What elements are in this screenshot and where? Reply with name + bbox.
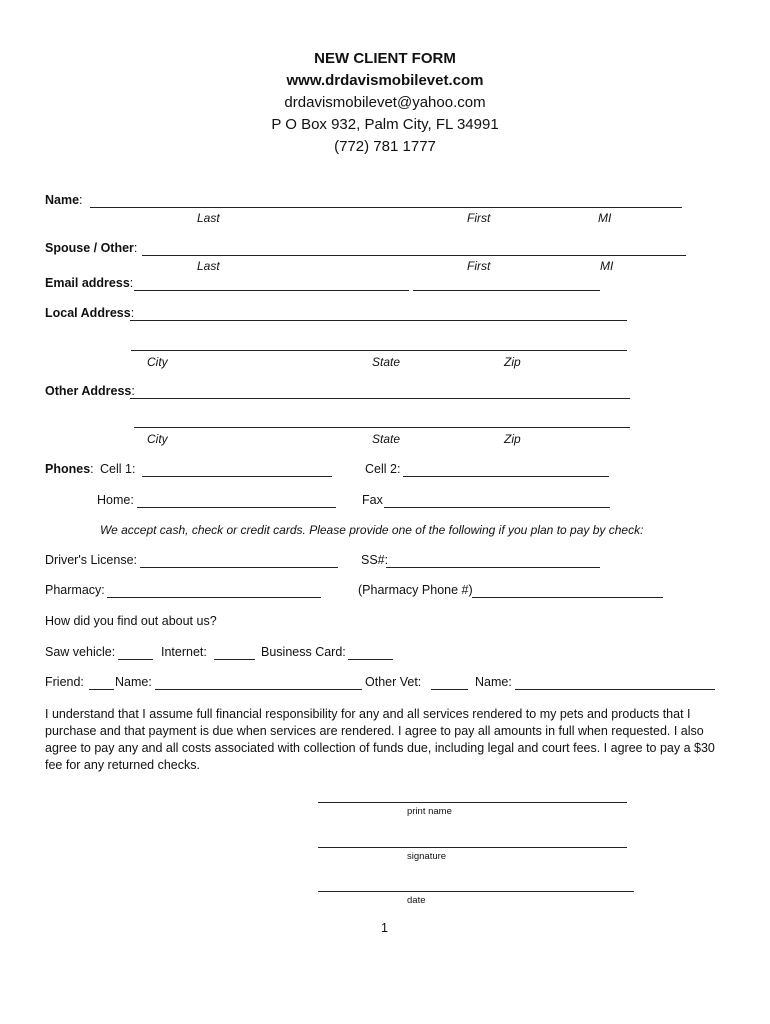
- mailing-address: P O Box 932, Palm City, FL 34991: [271, 116, 499, 133]
- drivers-license-field[interactable]: [140, 567, 338, 568]
- pharmacy-phone-field[interactable]: [472, 597, 663, 598]
- internet-field[interactable]: [214, 659, 255, 660]
- saw-vehicle-label: Saw vehicle:: [45, 645, 116, 659]
- other-city-caption: City: [147, 432, 168, 446]
- ss-field[interactable]: [386, 567, 600, 568]
- business-card-field[interactable]: [348, 659, 393, 660]
- friend-name-label: Name:: [115, 675, 152, 689]
- print-name-caption: print name: [407, 806, 452, 817]
- name-mi-caption: MI: [598, 211, 612, 225]
- business-card-label: Business Card:: [261, 645, 346, 659]
- other-vet-name-field[interactable]: [515, 689, 715, 690]
- email-field-2[interactable]: [413, 290, 600, 291]
- other-state-caption: State: [372, 432, 401, 446]
- phones-label: Phones:: [45, 462, 94, 476]
- other-address-label: Other Address:: [45, 384, 135, 398]
- name-field[interactable]: [90, 207, 682, 208]
- local-address-line-1[interactable]: [130, 320, 627, 321]
- spouse-field[interactable]: [142, 255, 686, 256]
- cell2-field[interactable]: [403, 476, 609, 477]
- home-phone-field[interactable]: [137, 507, 336, 508]
- cell1-label: Cell 1:: [100, 462, 136, 476]
- friend-name-field[interactable]: [155, 689, 362, 690]
- other-address-line-2[interactable]: [134, 427, 630, 428]
- local-city-caption: City: [147, 355, 168, 369]
- local-zip-caption: Zip: [504, 355, 521, 369]
- pharmacy-label: Pharmacy:: [45, 583, 105, 597]
- saw-vehicle-field[interactable]: [118, 659, 153, 660]
- fax-label: Fax: [362, 493, 383, 507]
- referral-question: How did you find out about us?: [45, 614, 217, 628]
- other-vet-field[interactable]: [431, 689, 468, 690]
- ss-label: SS#:: [361, 553, 389, 567]
- phone-number: (772) 781 1777: [334, 138, 436, 155]
- agreement-paragraph: I understand that I assume full financial responsibility for any and all services rendered to my pets and products that I purchase and that payment is due when services are rendered. I agree to pay all amounts in full when requested. I also agree to pay any and all costs associated with collection of funds due, including legal and court fees. I agree to pay a $30 fee for any returned checks.: [45, 707, 715, 772]
- spouse-mi-caption: MI: [600, 259, 614, 273]
- other-zip-caption: Zip: [504, 432, 521, 446]
- other-address-line-1[interactable]: [130, 398, 630, 399]
- print-name-field[interactable]: [318, 802, 627, 803]
- pharmacy-field[interactable]: [107, 597, 321, 598]
- email-contact: drdavismobilevet@yahoo.com: [284, 94, 486, 111]
- spouse-first-caption: First: [467, 259, 491, 273]
- local-address-label: Local Address:: [45, 306, 135, 320]
- page-number: 1: [381, 921, 388, 935]
- signature-caption: signature: [407, 851, 447, 862]
- cell2-label: Cell 2:: [365, 462, 401, 476]
- spouse-last-caption: Last: [197, 259, 220, 273]
- other-vet-name-label: Name:: [475, 675, 512, 689]
- local-address-line-2[interactable]: [131, 350, 627, 351]
- date-field[interactable]: [318, 891, 634, 892]
- email-label: Email address:: [45, 276, 134, 290]
- cell1-field[interactable]: [142, 476, 332, 477]
- friend-label: Friend:: [45, 675, 84, 689]
- drivers-license-label: Driver's License:: [45, 553, 137, 567]
- email-field-1[interactable]: [134, 290, 409, 291]
- name-last-caption: Last: [197, 211, 220, 225]
- payment-note: We accept cash, check or credit cards. Please provide one of the following if you plan to pay by check:: [100, 523, 644, 537]
- form-title: NEW CLIENT FORM: [314, 50, 456, 67]
- name-first-caption: First: [467, 211, 491, 225]
- pharmacy-phone-label: (Pharmacy Phone #): [358, 583, 473, 597]
- other-vet-label: Other Vet:: [365, 675, 422, 689]
- name-label: Name:: [45, 193, 83, 207]
- date-caption: date: [407, 895, 426, 906]
- internet-label: Internet:: [161, 645, 207, 659]
- local-state-caption: State: [372, 355, 401, 369]
- signature-field[interactable]: [318, 847, 627, 848]
- friend-field[interactable]: [89, 689, 114, 690]
- fax-field[interactable]: [384, 507, 610, 508]
- home-phone-label: Home:: [97, 493, 134, 507]
- website-link[interactable]: www.drdavismobilevet.com: [286, 72, 484, 89]
- spouse-label: Spouse / Other:: [45, 241, 138, 255]
